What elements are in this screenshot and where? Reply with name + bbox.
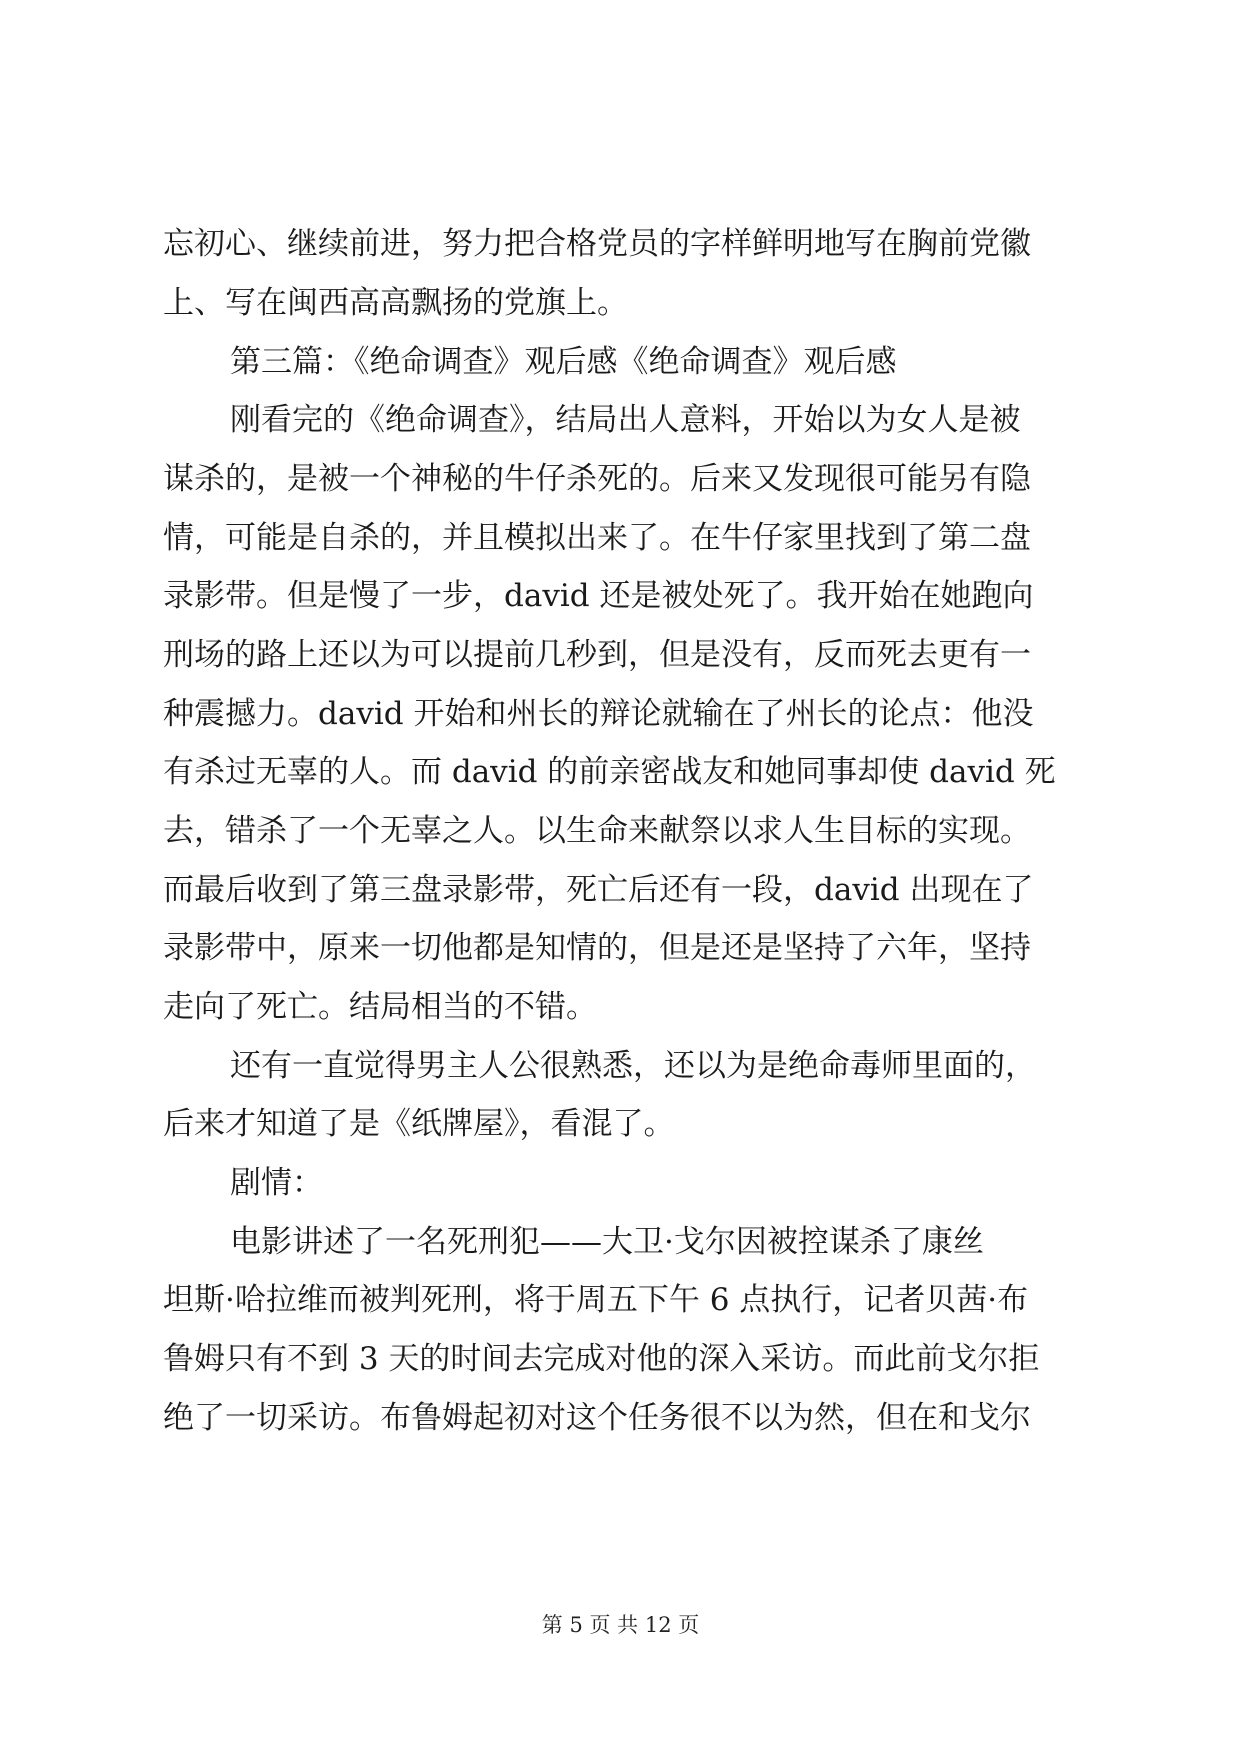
text-line: 坦斯·哈拉维而被判死刑，将于周五下午 6 点执行，记者贝茜·布 xyxy=(163,1282,1029,1318)
text-line: 刑场的路上还以为可以提前几秒到，但是没有，反而死去更有一 xyxy=(163,637,1031,673)
text-line: 上、写在闽西高高飘扬的党旗上。 xyxy=(163,285,628,321)
text-line: 走向了死亡。结局相当的不错。 xyxy=(163,989,597,1025)
text-line: 忘初心、继续前进，努力把合格党员的字样鲜明地写在胸前党徽 xyxy=(163,226,1031,262)
text-line: 谋杀的，是被一个神秘的牛仔杀死的。后来又发现很可能另有隐 xyxy=(163,461,1031,497)
text-line: 种震撼力。david 开始和州长的辩论就输在了州长的论点：他没 xyxy=(163,696,1034,732)
text-line: 鲁姆只有不到 3 天的时间去完成对他的深入采访。而此前戈尔拒 xyxy=(163,1341,1040,1377)
text-line: 还有一直觉得男主人公很熟悉，还以为是绝命毒师里面的， xyxy=(230,1048,1036,1084)
section-heading: 第三篇：《绝命调查》观后感《绝命调查》观后感 xyxy=(230,344,897,380)
text-line: 而最后收到了第三盘录影带，死亡后还有一段，david 出现在了 xyxy=(163,872,1034,908)
text-line: 有杀过无辜的人。而 david 的前亲密战友和她同事却使 david 死 xyxy=(163,754,1056,790)
text-line: 录影带。但是慢了一步，david 还是被处死了。我开始在她跑向 xyxy=(163,578,1034,614)
text-line: 刚看完的《绝命调查》，结局出人意料，开始以为女人是被 xyxy=(230,402,1021,438)
text-line: 去，错杀了一个无辜之人。以生命来献祭以求人生目标的实现。 xyxy=(163,813,1031,849)
text-line: 录影带中，原来一切他都是知情的，但是还是坚持了六年，坚持 xyxy=(163,930,1031,966)
text-line: 电影讲述了一名死刑犯——大卫·戈尔因被控谋杀了康丝 xyxy=(230,1224,984,1260)
page-footer: 第 5 页 共 12 页 xyxy=(541,1613,700,1637)
text-line: 情，可能是自杀的，并且模拟出来了。在牛仔家里找到了第二盘 xyxy=(163,520,1031,556)
text-line: 绝了一切采访。布鲁姆起初对这个任务很不以为然，但在和戈尔 xyxy=(163,1400,1031,1436)
text-line: 后来才知道了是《纸牌屋》，看混了。 xyxy=(163,1106,675,1142)
subheading: 剧情： xyxy=(230,1165,323,1201)
